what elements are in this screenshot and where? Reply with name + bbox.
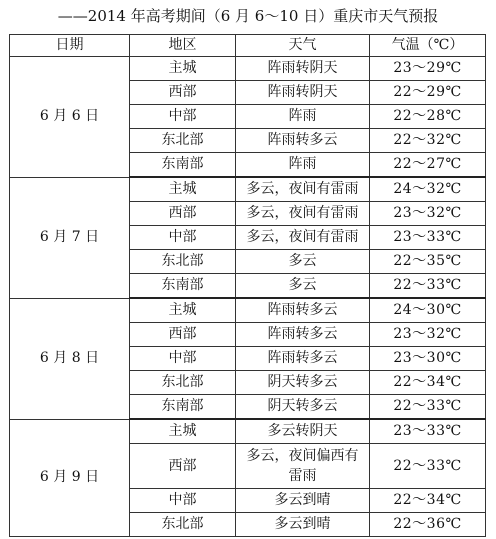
- header-weather: 天气: [236, 35, 370, 57]
- region-cell: 东南部: [130, 153, 236, 178]
- temperature-cell: 22～28℃: [370, 105, 486, 129]
- region-cell: 中部: [130, 226, 236, 250]
- temperature-cell: 22～34℃: [370, 371, 486, 395]
- region-cell: 东北部: [130, 513, 236, 537]
- weather-cell: 多云到晴: [236, 513, 370, 537]
- weather-cell: 阴天转多云: [236, 371, 370, 395]
- region-cell: 中部: [130, 489, 236, 513]
- table-row: [10, 177, 486, 202]
- temperature-cell: 24～30℃: [370, 298, 486, 323]
- weather-cell: 阵雨: [236, 153, 370, 178]
- temperature-cell: 22～33℃: [370, 274, 486, 299]
- region-cell: 中部: [130, 105, 236, 129]
- header-temperature: 气温（℃）: [370, 35, 486, 57]
- date-cell: 6 月 9 日: [10, 419, 130, 537]
- region-cell: 主城: [130, 419, 236, 444]
- temperature-cell: 22～34℃: [370, 489, 486, 513]
- region-cell: 中部: [130, 347, 236, 371]
- region-cell: 东北部: [130, 371, 236, 395]
- weather-cell: 阵雨转多云: [236, 129, 370, 153]
- weather-cell: 多云，夜间有雷雨: [236, 226, 370, 250]
- temperature-cell: 23～30℃: [370, 347, 486, 371]
- header-row: [10, 35, 486, 57]
- date-cell: 6 月 7 日: [10, 177, 130, 298]
- weather-cell: 阵雨转多云: [236, 347, 370, 371]
- weather-cell: 多云，夜间有雷雨: [236, 202, 370, 226]
- temperature-cell: 22～27℃: [370, 153, 486, 178]
- table-row: [10, 57, 486, 81]
- region-cell: 东南部: [130, 274, 236, 299]
- weather-cell: 多云到晴: [236, 489, 370, 513]
- temperature-cell: 22～36℃: [370, 513, 486, 537]
- temperature-cell: 23～32℃: [370, 323, 486, 347]
- region-cell: 东北部: [130, 250, 236, 274]
- date-cell: 6 月 8 日: [10, 298, 130, 419]
- page-title: ——2014 年高考期间（6 月 6～10 日）重庆市天气预报: [57, 7, 439, 25]
- forecast-table: [9, 34, 486, 537]
- weather-cell: 阵雨转多云: [236, 298, 370, 323]
- temperature-cell: 24～32℃: [370, 177, 486, 202]
- region-cell: 主城: [130, 177, 236, 202]
- temperature-cell: 22～35℃: [370, 250, 486, 274]
- temperature-cell: 23～33℃: [370, 419, 486, 444]
- region-cell: 主城: [130, 57, 236, 81]
- weather-cell: 阵雨: [236, 105, 370, 129]
- weather-cell: 阵雨转阴天: [236, 57, 370, 81]
- table-row: [10, 298, 486, 323]
- weather-cell: 阴天转多云: [236, 395, 370, 420]
- temperature-cell: 23～33℃: [370, 226, 486, 250]
- temperature-cell: 23～29℃: [370, 57, 486, 81]
- header-date: 日期: [10, 35, 130, 57]
- date-cell: 6 月 6 日: [10, 57, 130, 178]
- region-cell: 主城: [130, 298, 236, 323]
- weather-cell: [236, 444, 370, 489]
- temperature-cell: 23～32℃: [370, 202, 486, 226]
- weather-cell: 多云，夜间有雷雨: [236, 177, 370, 202]
- weather-cell: 多云转阴天: [236, 419, 370, 444]
- weather-cell: 阵雨转阴天: [236, 81, 370, 105]
- temperature-cell: 22～33℃: [370, 395, 486, 420]
- weather-cell: 阵雨转多云: [236, 323, 370, 347]
- region-cell: 东南部: [130, 395, 236, 420]
- temperature-cell: 22～32℃: [370, 129, 486, 153]
- weather-cell: 多云: [236, 250, 370, 274]
- weather-cell: 多云: [236, 274, 370, 299]
- table-row: [10, 419, 486, 444]
- temperature-cell: 22～29℃: [370, 81, 486, 105]
- weather-text: 多云，夜间偏西有雷雨: [246, 448, 359, 484]
- region-cell: 西部: [130, 323, 236, 347]
- header-region: 地区: [130, 35, 236, 57]
- temperature-cell: 22～33℃: [370, 444, 486, 489]
- region-cell: 西部: [130, 81, 236, 105]
- region-cell: 西部: [130, 444, 236, 489]
- region-cell: 西部: [130, 202, 236, 226]
- region-cell: 东北部: [130, 129, 236, 153]
